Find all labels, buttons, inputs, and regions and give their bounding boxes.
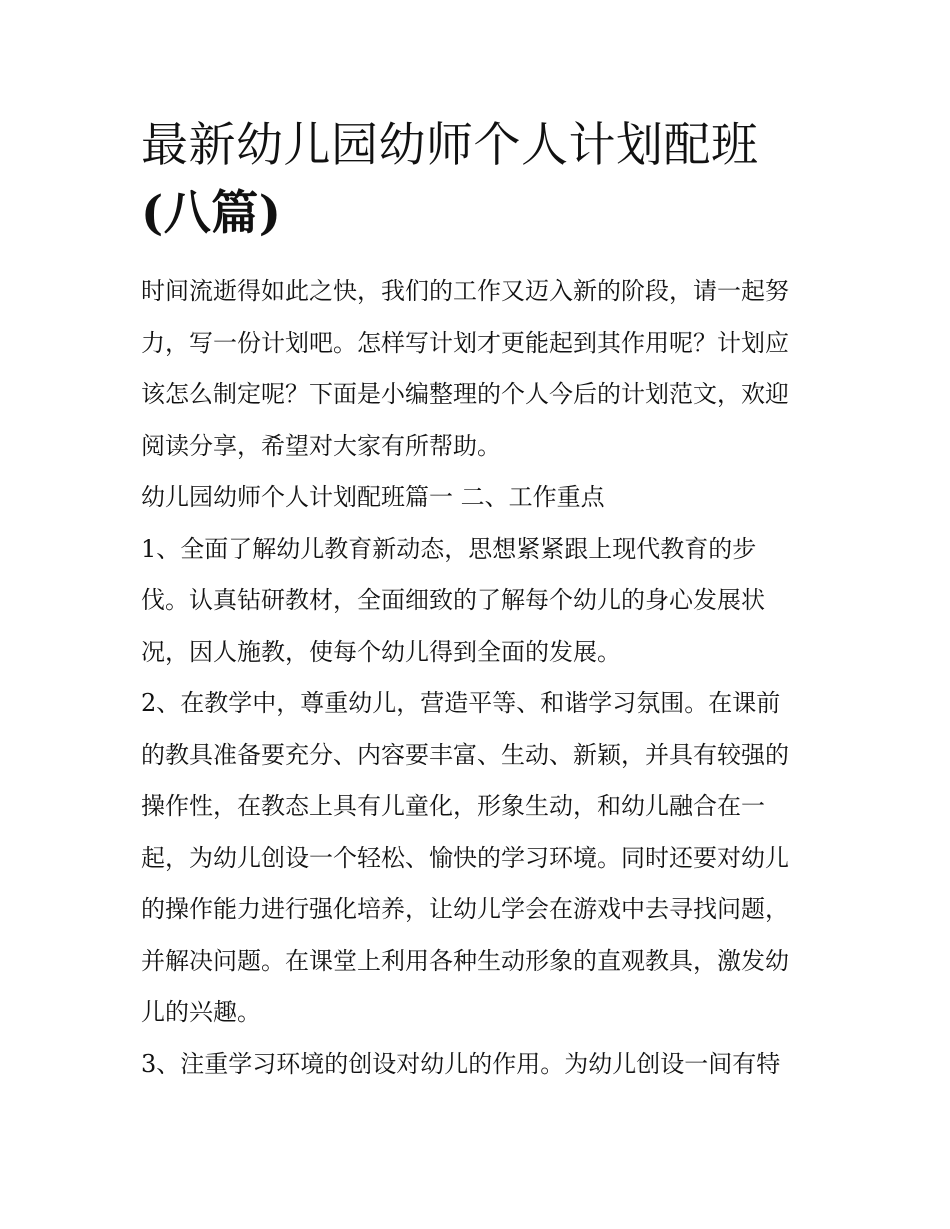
title-line: (八篇) <box>141 186 282 241</box>
text-line: 力，写一份计划吧。怎样写计划才更能起到其作用呢？计划应 <box>141 328 789 357</box>
item-paragraph-1 <box>141 524 813 679</box>
text-line: 时间流逝得如此之快，我们的工作又迈入新的阶段，请一起努 <box>141 277 789 305</box>
text-line: 并解决问题。在课堂上利用各种生动形象的直观教具，激发幼 <box>141 946 789 975</box>
text-line: 3、注重学习环境的创设对幼儿的作用。为幼儿创设一间有特 <box>141 1049 781 1078</box>
intro-paragraph <box>141 266 813 472</box>
text-line: 操作性，在教态上具有儿童化，形象生动，和幼儿融合在一 <box>141 792 765 820</box>
text-line: 的操作能力进行强化培养，让幼儿学会在游戏中去寻找问题， <box>141 895 789 923</box>
text-line: 况，因人施教，使每个幼儿得到全面的发展。 <box>141 637 621 666</box>
title-line: 最新幼儿园幼师个人计划配班 <box>141 118 759 173</box>
document-title <box>141 112 813 248</box>
document-body <box>141 266 813 1090</box>
text-line: 该怎么制定呢？下面是小编整理的个人今后的计划范文，欢迎 <box>141 380 789 408</box>
text-line: 伐。认真钻研教材，全面细致的了解每个幼儿的身心发展状 <box>141 586 765 614</box>
text-line: 1、全面了解幼儿教育新动态，思想紧紧跟上现代教育的步 <box>141 534 757 563</box>
text-line: 2、在教学中，尊重幼儿，营造平等、和谐学习氛围。在课前 <box>141 689 781 717</box>
text-line: 儿的兴趣。 <box>141 998 261 1026</box>
document-content <box>141 112 813 1090</box>
text-line: 阅读分享，希望对大家有所帮助。 <box>141 431 501 460</box>
text-line: 幼儿园幼师个人计划配班篇一 二、工作重点 <box>141 483 605 511</box>
section-heading <box>141 472 813 524</box>
item-paragraph-2 <box>141 678 813 1039</box>
item-paragraph-3 <box>141 1039 813 1091</box>
text-line: 起，为幼儿创设一个轻松、愉快的学习环境。同时还要对幼儿 <box>141 843 789 872</box>
text-line: 的教具准备要充分、内容要丰富、生动、新颖，并具有较强的 <box>141 740 789 769</box>
